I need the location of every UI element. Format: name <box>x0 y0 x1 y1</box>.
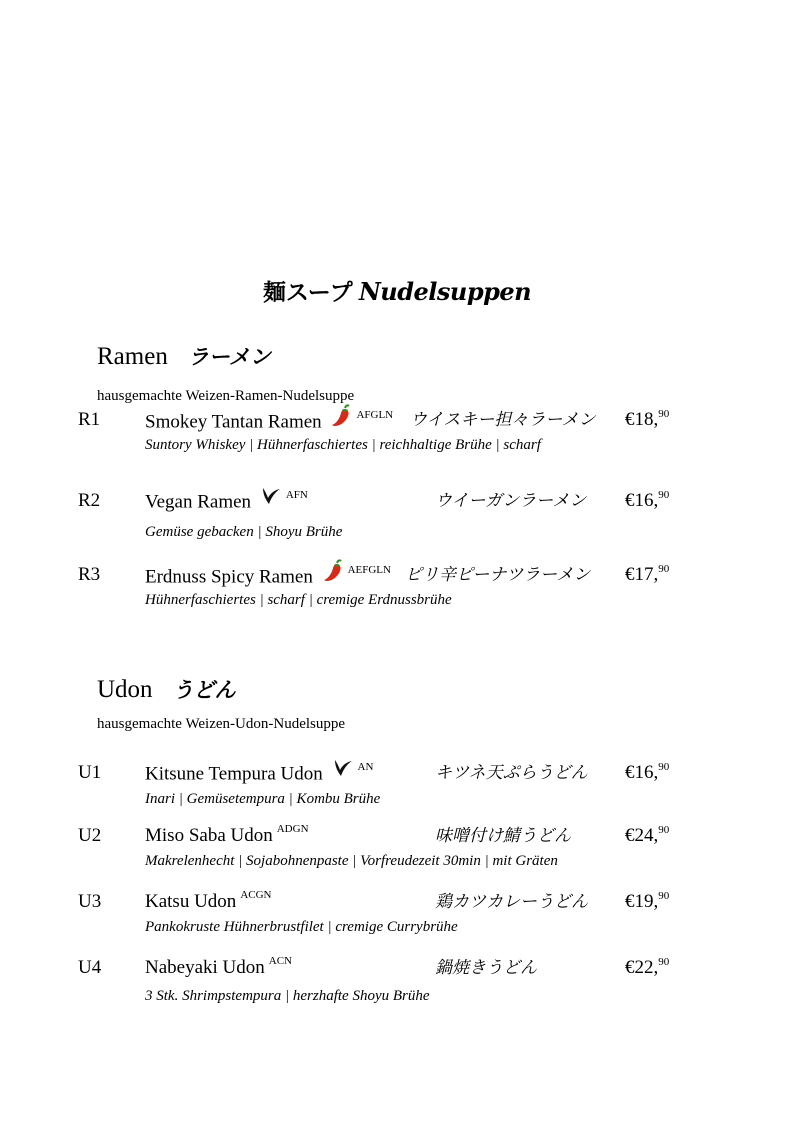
item-description: Inari | Gemüsetempura | Kombu Brühe <box>145 791 381 807</box>
menu-item-name <box>145 823 309 851</box>
item-price: €24,90 <box>625 824 670 846</box>
item-price: €19,90 <box>625 890 670 912</box>
chili-icon <box>322 559 344 591</box>
item-name-jp: 鶏カツカレーうどん <box>435 892 588 912</box>
allergen-codes: ACGN <box>240 889 272 901</box>
item-name-jp: 味噌付け鯖うどん <box>435 826 571 846</box>
item-description: Suntory Whiskey | Hühnerfaschiertes | reichhaltige Brühe | scharf <box>145 437 541 453</box>
allergen-codes: ADGN <box>276 823 309 835</box>
item-name-text: Erdnuss Spicy Ramen <box>145 566 313 588</box>
item-description: Makrelenhecht | Sojabohnenpaste | Vorfreudezeit 30min | mit Gräten <box>145 853 558 869</box>
allergen-codes: AN <box>357 761 374 774</box>
item-code: R2 <box>78 490 101 511</box>
leaf-icon <box>260 485 282 515</box>
section-subtitle-ramen: hausgemachte Weizen-Ramen-Nudelsuppe <box>97 388 355 404</box>
allergen-codes: AFGLN <box>356 409 394 422</box>
item-name-text: Vegan Ramen <box>145 491 252 513</box>
item-description: Gemüse gebacken | Shoyu Brühe <box>145 524 343 540</box>
item-price: €17,90 <box>625 563 670 585</box>
item-code: R3 <box>78 564 101 585</box>
page-title-de: Nudelsuppen <box>358 277 532 306</box>
item-name-jp: ウイスキー担々ラーメン <box>410 410 596 430</box>
page-title <box>0 272 794 313</box>
item-name-text: Miso Saba Udon <box>145 825 273 846</box>
item-name-jp: キツネ天ぷらうどん <box>435 763 588 783</box>
item-code: U2 <box>78 825 102 846</box>
item-price: €22,90 <box>625 956 670 978</box>
item-code: U3 <box>78 891 102 912</box>
item-description: Pankokruste Hühnerbrustfilet | cremige Currybrühe <box>145 919 458 935</box>
item-name-text: Nabeyaki Udon <box>145 957 265 978</box>
section-subtitle-udon: hausgemachte Weizen-Udon-Nudelsuppe <box>97 716 346 732</box>
item-price: €18,90 <box>625 408 670 430</box>
item-description: Hühnerfaschiertes | scharf | cremige Erdnussbrühe <box>145 592 452 608</box>
allergen-codes: AEFGLN <box>347 564 391 577</box>
allergen-codes: ACN <box>268 955 293 967</box>
item-name-text: Katsu Udon <box>145 891 237 912</box>
item-name-jp: ウイーガンラーメン <box>435 491 587 511</box>
menu-item-name <box>145 760 373 790</box>
item-code: U4 <box>78 957 102 978</box>
section-heading-udon <box>97 674 236 706</box>
section-title: Ramen <box>97 343 168 370</box>
section-title-jp: ラーメン <box>187 344 271 369</box>
section-heading-ramen <box>97 341 271 373</box>
menu-item-name <box>145 889 271 917</box>
menu-item-name <box>145 955 292 983</box>
item-description: 3 Stk. Shrimpstempura | herzhafte Shoyu Brühe <box>145 988 430 1004</box>
item-name-jp: 鍋焼きうどん <box>435 958 537 978</box>
menu-item-name <box>145 488 308 518</box>
item-code: R1 <box>78 409 101 430</box>
item-price: €16,90 <box>625 761 670 783</box>
item-name-jp: ピリ辛ピーナツラーメン <box>405 565 591 585</box>
item-code: U1 <box>78 762 102 783</box>
page-title-jp: 麺スープ <box>262 279 353 306</box>
section-title: Udon <box>97 676 153 703</box>
item-price: €16,90 <box>625 489 670 511</box>
allergen-codes: AFN <box>285 489 308 502</box>
section-title-jp: うどん <box>172 677 236 702</box>
leaf-icon <box>332 757 354 787</box>
item-name-text: Kitsune Tempura Udon <box>145 763 323 785</box>
chili-icon <box>330 404 352 436</box>
item-name-text: Smokey Tantan Ramen <box>145 411 322 433</box>
